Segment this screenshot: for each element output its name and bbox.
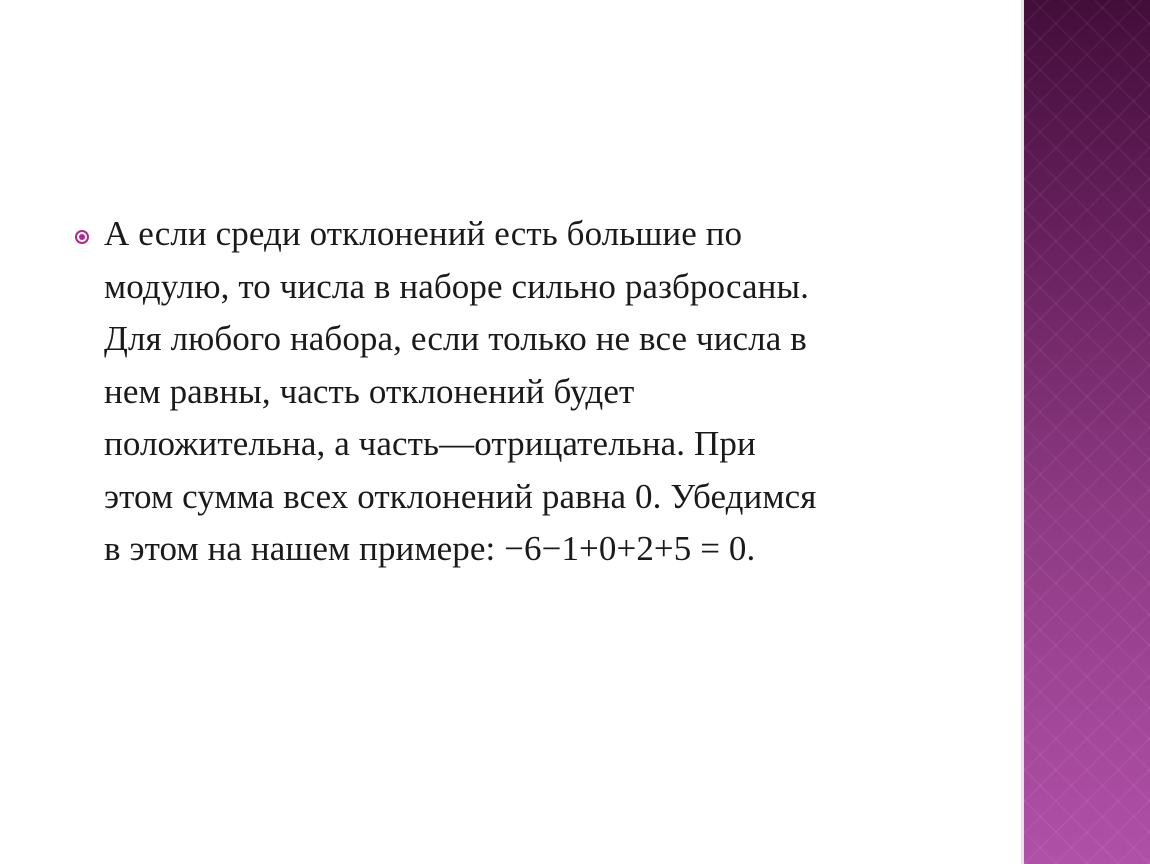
bullet-item: [70, 208, 970, 576]
slide-content: [70, 208, 970, 576]
circled-dot-bullet-icon: [75, 230, 89, 244]
decorative-side-panel: [1024, 0, 1150, 864]
bullet-paragraph: А если среди отклонений есть большие по модулю, то числа в наборе сильно разбросаны. Для любого набора, если только не все числа в нем равны, часть отклонений будет положительна, а часть—отрицательна. При этом сумма всех отклонений равна 0. Убедимся в этом на нашем примере: −6−1+0+2+5 = 0.: [104, 214, 817, 568]
